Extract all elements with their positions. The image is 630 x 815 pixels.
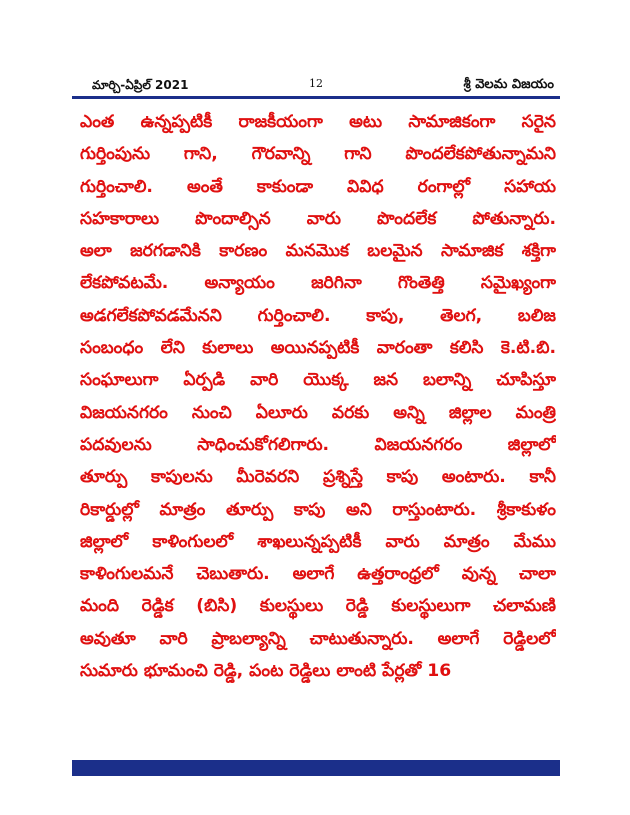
- text-line: కాళింగులమనే చెబుతారు. అలాగే ఉత్తరాంధ్రలో వున్న చాలా: [80, 564, 556, 585]
- text-line: తూర్పు కాపులను మీరెవరని ప్రశ్నిస్తే కాపు అంటారు. కానీ: [80, 467, 556, 488]
- text-line: సుమారు భూమంచి రెడ్డి, పంట రెడ్డిలు లాంటి పేర్లతో 16: [80, 661, 452, 682]
- text-line: గుర్తించాలి. అంతే కాకుండా వివిధ రంగాల్లో సహాయ: [80, 176, 556, 197]
- text-line: సంఘాలుగా ఏర్పడి వారి యొక్క జన బలాన్ని చూపిస్తూ: [80, 370, 556, 391]
- text-line: అడగలేకపోవడమేనని గుర్తించాలి. కాపు, తెలగ, బలిజ: [80, 305, 556, 326]
- issue-date: మార్చి-ఏప్రిల్ 2021: [92, 78, 189, 92]
- text-line: లేకపోవటమే. అన్యాయం జరిగినా గొంతెత్తి సమైఖ్యంగా: [80, 273, 556, 294]
- article-body: [80, 106, 556, 687]
- text-line: విజయనగరం నుంచి ఏలూరు వరకు అన్ని జిల్లాల మంత్రి: [80, 402, 556, 423]
- text-line: గుర్తింపును గాని, గౌరవాన్ని గాని పొందలేకపోతున్నామని: [80, 144, 556, 165]
- header-rule: [72, 96, 560, 99]
- text-line: అవుతూ వారి ప్రాబల్యాన్ని చాటుతున్నారు. అలాగే రెడ్డిలలో: [80, 628, 556, 649]
- text-line: రికార్డుల్లో మాత్రం తూర్పు కాపు అని రాస్తుంటారు. శ్రీకాకుళం: [80, 499, 556, 520]
- page-header: [72, 76, 560, 94]
- text-line: జిల్లాలో కాళింగులలో శాఖలున్నప్పటికీ వారు మాత్రం మేము: [80, 531, 556, 552]
- page-number: 12: [309, 77, 323, 90]
- text-line: సహకారాలు పొందాల్సిన వారు పొందలేక పోతున్నారు.: [80, 208, 556, 229]
- footer-bar: [72, 760, 560, 776]
- text-line: అలా జరగడానికి కారణం మనమొక బలమైన సామాజిక శక్తిగా: [80, 241, 556, 262]
- text-line: సంబంధం లేని కులాలు అయినప్పటికీ వారంతా కలిసి కె.టి.బి.: [80, 338, 556, 359]
- text-line: మంది రెడ్డిక (బిసి) కులస్థులు రెడ్డి కులస్థులుగా చలామణి: [80, 596, 556, 617]
- magazine-title: శ్రీ వెలమ విజయం: [463, 77, 554, 92]
- text-line: పదవులను సాధించుకోగలిగారు. విజయనగరం జిల్లాలో: [80, 434, 556, 455]
- text-line: ఎంత ఉన్నప్పటికీ రాజకీయంగా అటు సామాజికంగా సరైన: [80, 112, 556, 132]
